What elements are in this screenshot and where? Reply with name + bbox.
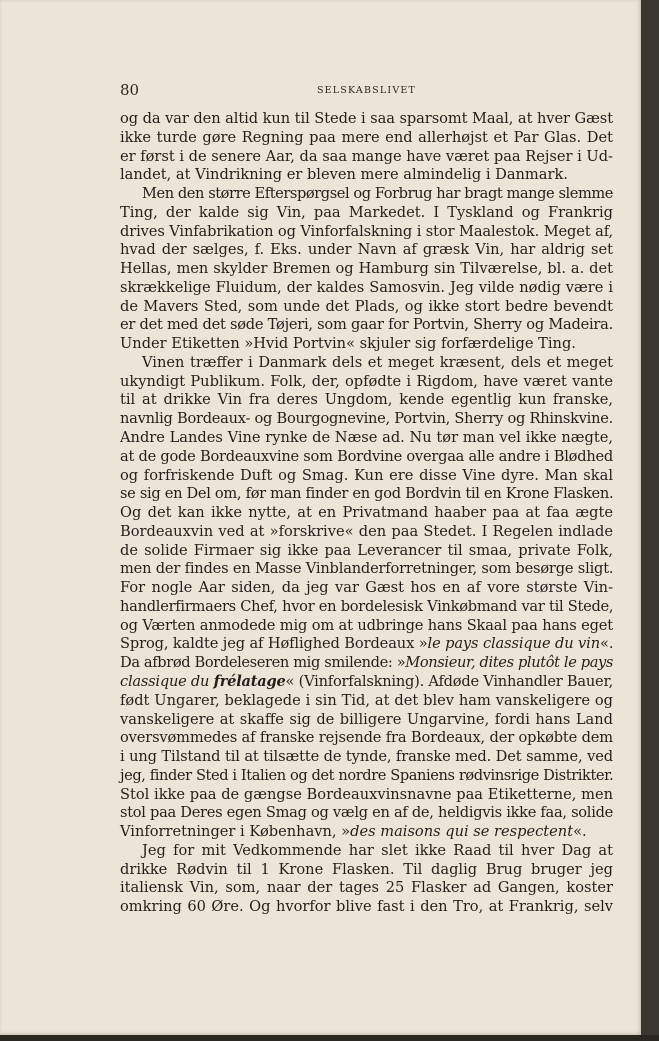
page-number: 80 — [120, 81, 140, 99]
text-line: at de gode Bordeauxvine som Bordvine overgaa alle andre i Blødhed — [120, 447, 614, 465]
text-line: de Mavers Sted, som unde det Plads, og ikke stort bedre bevendt — [120, 297, 613, 315]
text-line: Under Etiketten »Hvid Portvin« skjuler sig forfærdelige Ting. — [120, 335, 576, 353]
text-line: til at drikke Vin fra deres Ungdom, kende egentlig kun franske, — [120, 391, 613, 409]
text-line: stol paa Deres egen Smag og vælg en af de, heldigvis ikke faa, solide — [120, 804, 613, 822]
text-line: se sig en Del om, før man finder en god Bordvin til en Krone Flasken. — [120, 485, 614, 503]
text-line: For nogle Aar siden, da jeg var Gæst hos en af vore største Vin- — [120, 579, 613, 597]
text-line: Sprog, kaldte jeg af Høflighed Bordeaux »le pays classique du vin«. — [120, 635, 614, 653]
paragraph-first-line: Jeg for mit Vedkommende har slet ikke Raad til hver Dag at — [142, 841, 613, 859]
text-line: ikke turde gøre Regning paa mere end allerhøjst et Par Glas. Det — [120, 128, 613, 146]
text-line: Andre Landes Vine rynke de Næse ad. Nu tør man vel ikke nægte, — [120, 429, 613, 447]
text-line: italiensk Vin, som, naar der tages 25 Flasker ad Gangen, koster — [120, 879, 613, 897]
text-line: Og det kan ikke nytte, at en Privatmand haaber paa at faa ægte — [120, 504, 613, 522]
text-line: jeg, finder Sted i Italien og det nordre Spaniens rødvinsrige Distrikter. — [120, 766, 614, 784]
text-line: og Værten anmodede mig om at udbringe hans Skaal paa hans eget — [120, 616, 614, 634]
text-line: ukyndigt Publikum. Folk, der, opfødte i Rigdom, have været vante — [120, 372, 613, 390]
text-line: men der findes en Masse Vinblanderforretninger, som besørge sligt. — [120, 560, 614, 578]
paragraph-first-line: Vinen træffer i Danmark dels et meget kræsent, dels et meget — [142, 353, 613, 371]
book-edge-bottom — [0, 1035, 659, 1041]
text-line: de solide Firmaer sig ikke paa Leverancer til smaa, private Folk, — [120, 541, 613, 559]
text-line: hvad der sælges, f. Eks. under Navn af græsk Vin, har aldrig set — [120, 241, 613, 259]
text-line: drives Vinfabrikation og Vinforfalskning i stor Maalestok. Meget af, — [120, 222, 614, 240]
text-line: vanskeligere at skaffe sig de billigere Ungarvine, fordi hans Land — [120, 710, 613, 728]
text-line: født Ungarer, beklagede i sin Tid, at det blev ham vanskeligere og — [120, 691, 613, 709]
paragraph-first-line: Men den større Efterspørgsel og Forbrug har bragt mange slemme — [142, 185, 613, 203]
text-line: er først i de senere Aar, da saa mange have været paa Rejser i Ud- — [120, 147, 613, 165]
page-header — [120, 81, 613, 103]
book-edge-right — [641, 0, 659, 1041]
text-line: skrækkelige Fluidum, der kaldes Samosvin. Jeg vilde nødig være i — [120, 278, 613, 296]
text-line: og da var den altid kun til Stede i saa sparsomt Maal, at hver Gæst — [120, 110, 614, 127]
text-line: Bordeauxvin ved at »forskrive« den paa Stedet. I Regelen indlade — [120, 522, 613, 540]
text-line: Stol ikke paa de gængse Bordeauxvinsnavne paa Etiketterne, men — [120, 785, 613, 803]
text-line: Da afbrød Bordeleseren mig smilende: »Monsieur, dites plutôt le pays — [120, 654, 614, 672]
text-line: handlerfirmaers Chef, hvor en bordelesisk Vinkøbmand var til Stede, — [120, 597, 614, 615]
text-line: navnlig Bordeaux- og Bourgognevine, Portvin, Sherry og Rhinskvine. — [120, 410, 613, 428]
text-line: drikke Rødvin til 1 Krone Flasken. Til daglig Brug bruger jeg — [120, 860, 613, 878]
text-line: og forfriskende Duft og Smag. Kun ere disse Vine dyre. Man skal — [120, 466, 613, 484]
text-line: Vinforretninger i København, »des maisons qui se respectent«. — [120, 823, 587, 841]
running-title: SELSKABSLIVET — [316, 85, 417, 96]
text-line: Ting, der kalde sig Vin, paa Markedet. I Tyskland og Frankrig — [120, 203, 613, 221]
text-line: omkring 60 Øre. Og hvorfor blive fast i den Tro, at Frankrig, selv — [120, 898, 613, 916]
body-text — [120, 110, 613, 917]
text-line: oversvømmedes af franske rejsende fra Bordeaux, der opkøbte dem — [120, 729, 613, 747]
text-line: landet, at Vindrikning er bleven mere almindelig i Danmark. — [120, 166, 568, 184]
text-line: er det med det søde Tøjeri, som gaar for Portvin, Sherry og Madeira. — [120, 316, 613, 334]
text-line: classique du frélatage« (Vinforfalskning). Afdøde Vinhandler Bauer, — [120, 672, 613, 690]
text-line: i ung Tilstand til at tilsætte de tynde, franske med. Det samme, ved — [120, 748, 613, 766]
text-line: Hellas, men skylder Bremen og Hamburg sin Tilværelse, bl. a. det — [120, 260, 613, 278]
